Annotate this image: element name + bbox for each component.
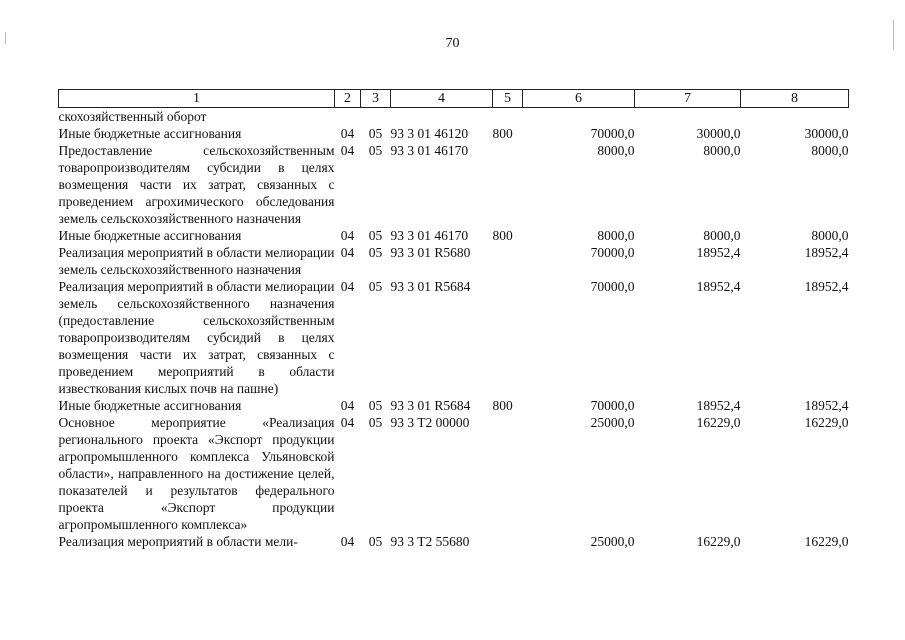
row-cell-c3: 05: [368, 534, 383, 549]
row-cell-c3: 05: [368, 245, 383, 260]
table-row: [59, 414, 849, 533]
row-cell-c7: 8000,0: [703, 228, 741, 243]
row-cell-c6: 25000,0: [590, 534, 635, 549]
table-row: [59, 278, 849, 397]
row-cell-c5: 800: [492, 228, 513, 243]
row-cell-c5: [493, 244, 523, 278]
row-cell-c8: 8000,0: [811, 143, 849, 158]
row-cell-c2: 04: [340, 245, 355, 260]
row-cell-c4: 93 3 01 R5684: [390, 398, 471, 413]
row-cell-c6: 70000,0: [590, 245, 635, 260]
row-cell-c4: 93 3 01 46120: [390, 126, 469, 141]
row-cell-c3: 05: [368, 415, 383, 430]
row-cell-c4: 93 3 01 46170: [390, 143, 469, 158]
header-cell: 2: [335, 90, 361, 108]
scan-mark: [5, 32, 6, 44]
header-cell: 7: [635, 90, 741, 108]
row-cell-c2: 04: [340, 398, 355, 413]
row-cell-c2: 04: [340, 534, 355, 549]
row-cell-c7: 30000,0: [696, 126, 741, 141]
row-name-cell: Иные бюджетные ассигнования: [58, 398, 242, 413]
table-row: [59, 108, 849, 126]
header-cell: 4: [391, 90, 493, 108]
header-cell: 6: [523, 90, 635, 108]
row-cell-c6: 25000,0: [590, 415, 635, 430]
row-cell-c3: 05: [368, 279, 383, 294]
row-cell-c2: 04: [340, 228, 355, 243]
row-cell-c7: 16229,0: [696, 534, 741, 549]
row-name-cell: Иные бюджетные ассигнования: [58, 126, 242, 141]
row-cell-c5: [493, 414, 523, 533]
header-cell: 8: [741, 90, 849, 108]
row-cell-c2: 04: [340, 126, 355, 141]
row-cell-c7: 18952,4: [696, 245, 741, 260]
row-cell-c8: 30000,0: [804, 126, 849, 141]
row-name-cell: Иные бюджетные ассигнования: [58, 228, 242, 243]
row-cell-c5: [493, 142, 523, 227]
table-row: [59, 227, 849, 244]
table-row: [59, 125, 849, 142]
table-row: [59, 142, 849, 227]
row-cell-c6: [523, 108, 635, 126]
row-cell-c3: 05: [368, 143, 383, 158]
header-cell: 3: [361, 90, 391, 108]
header-cell: 1: [59, 90, 335, 108]
row-cell-c2: 04: [340, 415, 355, 430]
row-cell-c5: 800: [492, 126, 513, 141]
row-cell-c4: 93 3 T2 00000: [390, 415, 470, 430]
row-cell-c8: [741, 108, 849, 126]
row-cell-c6: 8000,0: [597, 143, 635, 158]
row-name-cell: Основное мероприятие «Реализация регионального проекта «Экспорт продукции агропромышленного комплекса Ульяновской области», направленного на достижение целей, показателей и результатов федерального проекта «Экспорт продукции агропромышленного комплекса»: [58, 415, 335, 532]
header-row: [59, 90, 849, 108]
row-cell-c3: [361, 108, 391, 126]
row-cell-c2: 04: [340, 279, 355, 294]
row-cell-c8: 16229,0: [804, 534, 849, 549]
row-cell-c7: 8000,0: [703, 143, 741, 158]
row-cell-c7: [635, 108, 741, 126]
row-cell-c4: 93 3 01 46170: [390, 228, 469, 243]
row-cell-c3: 05: [368, 398, 383, 413]
row-cell-c3: 05: [368, 126, 383, 141]
row-cell-c6: 70000,0: [590, 398, 635, 413]
row-name-cell: Реализация мероприятий в области мелиорации земель сельскохозяйственного назначения: [58, 245, 335, 277]
table-row: [59, 533, 849, 550]
row-cell-c7: 18952,4: [696, 398, 741, 413]
row-name-cell: скохозяйственный оборот: [58, 109, 207, 124]
table-body: [59, 108, 849, 551]
row-cell-c4: 93 3 01 R5680: [390, 245, 471, 260]
row-name-cell: Предоставление сельскохозяйственным товаропроизводителям субсидии в целях возмещения части их затрат, связанных с проведением агрохимического обследования земель сельскохозяйственного назначения: [58, 143, 335, 226]
row-cell-c2: 04: [340, 143, 355, 158]
row-cell-c6: 70000,0: [590, 279, 635, 294]
scan-mark: [893, 20, 894, 50]
row-cell-c8: 8000,0: [811, 228, 849, 243]
row-cell-c2: [335, 108, 361, 126]
row-cell-c8: 16229,0: [804, 415, 849, 430]
row-cell-c4: 93 3 T2 55680: [390, 534, 470, 549]
row-cell-c5: [493, 533, 523, 550]
row-cell-c3: 05: [368, 228, 383, 243]
row-cell-c5: [493, 278, 523, 397]
row-cell-c6: 70000,0: [590, 126, 635, 141]
row-cell-c8: 18952,4: [804, 279, 849, 294]
page-number: 70: [445, 36, 460, 51]
row-cell-c7: 16229,0: [696, 415, 741, 430]
row-cell-c7: 18952,4: [696, 279, 741, 294]
row-cell-c4: [391, 108, 493, 126]
table-row: [59, 397, 849, 414]
budget-table: [58, 89, 849, 550]
row-name-cell: Реализация мероприятий в области мели-: [58, 534, 298, 549]
row-cell-c4: 93 3 01 R5684: [390, 279, 471, 294]
row-cell-c8: 18952,4: [804, 398, 849, 413]
table-row: [59, 244, 849, 278]
row-cell-c5: 800: [492, 398, 513, 413]
header-cell: 5: [493, 90, 523, 108]
row-cell-c5: [493, 108, 523, 126]
row-cell-c8: 18952,4: [804, 245, 849, 260]
row-cell-c6: 8000,0: [597, 228, 635, 243]
row-name-cell: Реализация мероприятий в области мелиорации земель сельскохозяйственного назначения (предоставление сельскохозяйственным товаропроизводителям субсидий в целях возмещения части их затрат, связанных с проведением мероприятий в области известкования кислых почв на пашне): [58, 279, 335, 396]
